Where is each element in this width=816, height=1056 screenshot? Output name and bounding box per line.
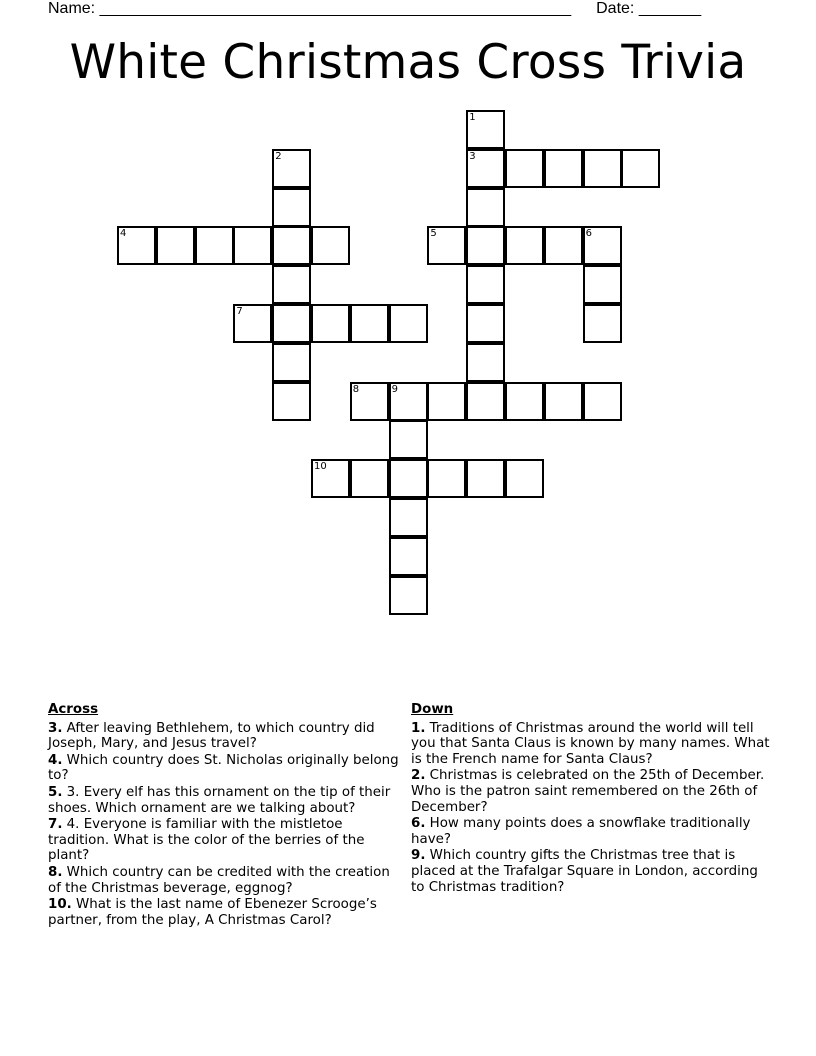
- clue-number: 6.: [411, 816, 426, 832]
- name-label: Name:: [48, 0, 96, 17]
- clue-number: 8.: [48, 864, 63, 880]
- clue-text: Christmas is celebrated on the 25th of December. Who is the patron saint remembered on the 26th of December?: [411, 768, 765, 815]
- clue-number: 1.: [411, 720, 426, 736]
- clue-text: After leaving Bethlehem, to which country did Joseph, Mary, and Jesus travel?: [48, 720, 375, 752]
- down-clue: [411, 816, 771, 847]
- clue-number: 6: [585, 228, 592, 240]
- grid-cell[interactable]: [466, 343, 505, 382]
- clue-number: 3: [469, 150, 476, 162]
- clue-number: 10: [314, 461, 327, 473]
- grid-cell[interactable]: [311, 459, 350, 498]
- grid-cell[interactable]: [389, 459, 428, 498]
- grid-cell[interactable]: [389, 498, 428, 537]
- grid-cell[interactable]: [583, 304, 622, 343]
- grid-cell[interactable]: [272, 188, 311, 227]
- grid-cell[interactable]: [427, 226, 466, 265]
- clue-number: 3.: [48, 720, 63, 736]
- grid-cell[interactable]: [466, 149, 505, 188]
- grid-cell[interactable]: [233, 226, 272, 265]
- clue-text: Which country does St. Nicholas originally belong to?: [48, 752, 399, 784]
- clue-number: 5: [430, 228, 437, 240]
- grid-cell[interactable]: [272, 382, 311, 421]
- clue-text: 3. Every elf has this ornament on the tip of their shoes. Which ornament are we talking about?: [48, 784, 391, 816]
- grid-cell[interactable]: [583, 265, 622, 304]
- across-clue: [48, 721, 400, 752]
- grid-cell[interactable]: [466, 265, 505, 304]
- grid-cell[interactable]: [350, 382, 389, 421]
- clue-number: 4.: [48, 752, 63, 768]
- page-title: White Christmas Cross Trivia: [69, 35, 747, 90]
- grid-cell[interactable]: [272, 265, 311, 304]
- grid-cell[interactable]: [505, 459, 544, 498]
- grid-cell[interactable]: [389, 420, 428, 459]
- clue-number: 7: [236, 306, 243, 317]
- grid-cell[interactable]: [272, 149, 311, 188]
- clue-number: 10.: [48, 897, 72, 913]
- clue-number: 5.: [48, 784, 63, 800]
- grid-cell[interactable]: [311, 226, 350, 265]
- clue-text: How many points does a snowflake traditionally have?: [411, 816, 751, 847]
- clue-number: 8: [352, 383, 360, 395]
- clue-text: What is the last name of Ebenezer Scrooge’s partner, from the play, A Christmas Carol?: [48, 897, 377, 928]
- down-clue: [411, 721, 771, 768]
- grid-cell[interactable]: [311, 304, 350, 343]
- clue-number: 4: [120, 228, 127, 240]
- grid-cell[interactable]: [427, 382, 466, 421]
- clue-number: 9.: [411, 848, 426, 864]
- across-clue: [48, 753, 400, 784]
- date-line[interactable]: _______: [638, 0, 702, 17]
- grid-cell[interactable]: [466, 459, 505, 498]
- grid-cell[interactable]: [544, 226, 583, 265]
- grid-cell[interactable]: [544, 149, 583, 188]
- grid-cell[interactable]: [466, 110, 505, 149]
- grid-cell[interactable]: [466, 382, 505, 421]
- down-clue: [411, 848, 771, 895]
- grid-cell[interactable]: [389, 382, 428, 421]
- grid-cell[interactable]: [350, 459, 389, 498]
- grid-cell[interactable]: [583, 382, 622, 421]
- clue-number: 2.: [411, 768, 426, 784]
- grid-cell[interactable]: [156, 226, 195, 265]
- grid-cell[interactable]: [583, 226, 622, 265]
- clue-text: Which country can be credited with the creation of the Christmas beverage, eggnog?: [48, 864, 390, 896]
- across-clue: [48, 865, 400, 896]
- clue-text: Traditions of Christmas around the world will tell you that Santa Claus is known by many names. What is the French name for Santa Claus?: [411, 720, 770, 767]
- grid-cell[interactable]: [466, 226, 505, 265]
- across-clues: [48, 702, 400, 929]
- down-heading: Down: [411, 702, 454, 717]
- grid-cell[interactable]: [195, 226, 234, 265]
- grid-cell[interactable]: [505, 226, 544, 265]
- grid-cell[interactable]: [272, 343, 311, 382]
- grid-cell[interactable]: [544, 382, 583, 421]
- down-clue: [411, 768, 771, 815]
- across-clue: [48, 817, 400, 864]
- clue-number: 1: [469, 112, 476, 123]
- date-label: Date:: [596, 0, 635, 17]
- grid-cell[interactable]: [389, 576, 428, 615]
- grid-cell[interactable]: [389, 537, 428, 576]
- clue-text: 4. Everyone is familiar with the mistletoe tradition. What is the color of the berries of the plant?: [48, 817, 365, 864]
- down-clues: [411, 702, 771, 896]
- grid-cell[interactable]: [233, 304, 272, 343]
- grid-cell[interactable]: [505, 382, 544, 421]
- grid-cell[interactable]: [389, 304, 428, 343]
- clue-number: 9: [391, 383, 398, 395]
- grid-cell[interactable]: [583, 149, 622, 188]
- grid-cell[interactable]: [466, 304, 505, 343]
- grid-cell[interactable]: [117, 226, 156, 265]
- grid-cell[interactable]: [466, 188, 505, 227]
- across-clue: [48, 785, 400, 816]
- name-line[interactable]: _____________________________________________________: [99, 0, 572, 17]
- grid-cell[interactable]: [621, 149, 660, 188]
- clue-number: 2: [275, 150, 282, 162]
- across-heading: Across: [48, 702, 99, 717]
- grid-cell[interactable]: [272, 304, 311, 343]
- across-clue: [48, 897, 400, 928]
- grid-cell[interactable]: [427, 459, 466, 498]
- grid-cell[interactable]: [272, 226, 311, 265]
- grid-cell[interactable]: [350, 304, 389, 343]
- clue-text: Which country gifts the Christmas tree that is placed at the Trafalgar Square in London, according to Christmas tradition?: [411, 848, 758, 895]
- clue-number: 7.: [48, 817, 63, 833]
- grid-cell[interactable]: [505, 149, 544, 188]
